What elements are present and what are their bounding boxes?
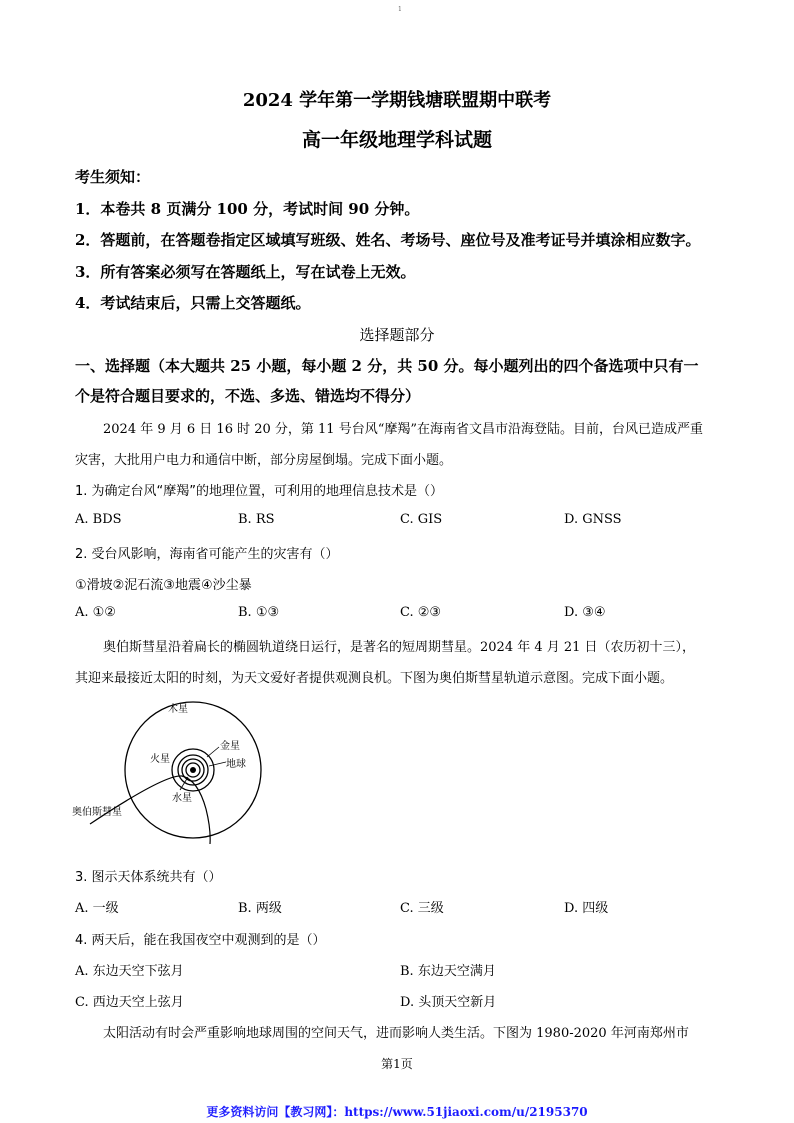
venus-pointer <box>207 747 219 757</box>
q1-option-b: B. RS <box>238 512 275 527</box>
q3-option-b: B. 两级 <box>238 901 282 916</box>
q1-stem: 1. 为确定台风“摩羯”的地理位置，可利用的地理信息技术是（） <box>75 484 444 499</box>
q4-option-d: D. 头顶天空新月 <box>400 995 497 1010</box>
q1-option-a: A. BDS <box>75 512 122 527</box>
jupiter-label: 木星 <box>168 704 188 715</box>
comet-orbit-diagram <box>70 694 280 856</box>
q1-option-c: C. GIS <box>400 512 443 527</box>
section-title: 选择题部分 <box>359 326 435 344</box>
q2-list: ①滑坡②泥石流③地震④沙尘暴 <box>75 578 252 593</box>
q3-stem: 3. 图示天体系统共有（） <box>75 870 222 885</box>
q2-stem: 2. 受台风影响，海南省可能产生的灾害有（） <box>75 547 339 562</box>
notice-heading: 考生须知： <box>75 168 151 186</box>
notice-item-1: 1．本卷共 8 页满分 100 分，考试时间 90 分钟。 <box>75 200 420 218</box>
passage1-line-2: 灾害，大批用户电力和通信中断，部分房屋倒塌。完成下面小题。 <box>75 453 453 468</box>
mercury-label: 水星 <box>172 793 192 804</box>
q4-option-a: A. 东边天空下弦月 <box>75 964 184 979</box>
q1-option-d: D. GNSS <box>564 512 622 527</box>
q3-option-d: D. 四级 <box>564 901 609 916</box>
q2-option-a: A. ①② <box>75 605 116 620</box>
q3-option-c: C. 三级 <box>400 901 444 916</box>
q4-option-b: B. 东边天空满月 <box>400 964 496 979</box>
mars-label: 火星 <box>150 754 170 765</box>
q2-option-d: D. ③④ <box>564 605 606 620</box>
notice-item-3: 3．所有答案必须写在答题纸上，写在试卷上无效。 <box>75 263 416 281</box>
exam-title: 2024 学年第一学期钱塘联盟期中联考 <box>242 90 552 111</box>
comet-label: 奥伯斯彗星 <box>72 807 122 818</box>
exam-subtitle: 高一年级地理学科试题 <box>301 129 492 151</box>
notice-item-2: 2．答题前，在答题卷指定区域填写班级、姓名、考场号、座位号及准考证号并填涂相应数字。 <box>75 231 701 249</box>
q2-option-b: B. ①③ <box>238 605 280 620</box>
passage3-line-1: 太阳活动有时会严重影响地球周围的空间天气，进而影响人类生活。下图为 1980-2020 年河南郑州市 <box>103 1026 689 1041</box>
q3-option-a: A. 一级 <box>75 901 119 916</box>
part-heading-line-2: 个是符合题目要求的，不选、多选、错选均不得分） <box>75 387 421 405</box>
earth-pointer <box>209 762 226 766</box>
q4-stem: 4. 两天后，能在我国夜空中观测到的是（） <box>75 933 326 948</box>
page-top-number: 1 <box>398 6 402 13</box>
q2-option-c: C. ②③ <box>400 605 442 620</box>
passage1-line-1: 2024 年 9 月 6 日 16 时 20 分，第 11 号台风“摩羯”在海南省文昌市沿海登陆。目前，台风已造成严重 <box>103 422 703 437</box>
venus-label: 金星 <box>220 741 240 752</box>
passage2-line-2: 其迎来最接近太阳的时刻，为天文爱好者提供观测良机。下图为奥伯斯彗星轨道示意图。完成下面小题。 <box>75 671 674 686</box>
passage2-line-1: 奥伯斯彗星沿着扁长的椭圆轨道绕日运行，是著名的短周期彗星。2024 年 4 月 21 日（农历初十三）， <box>103 640 696 655</box>
part-heading-line-1: 一、选择题（本大题共 25 小题，每小题 2 分，共 50 分。每小题列出的四个备选项中只有一 <box>75 357 699 375</box>
q4-option-c: C. 西边天空上弦月 <box>75 995 184 1010</box>
earth-label: 地球 <box>226 759 246 770</box>
notice-item-4: 4．考试结束后，只需上交答题纸。 <box>75 294 311 312</box>
sun <box>190 767 196 773</box>
promo-link[interactable]: 更多资料访问【教习网】：https://www.51jiaoxi.com/u/2195370 <box>206 1105 588 1119</box>
page-footer: 第1页 <box>381 1057 413 1071</box>
